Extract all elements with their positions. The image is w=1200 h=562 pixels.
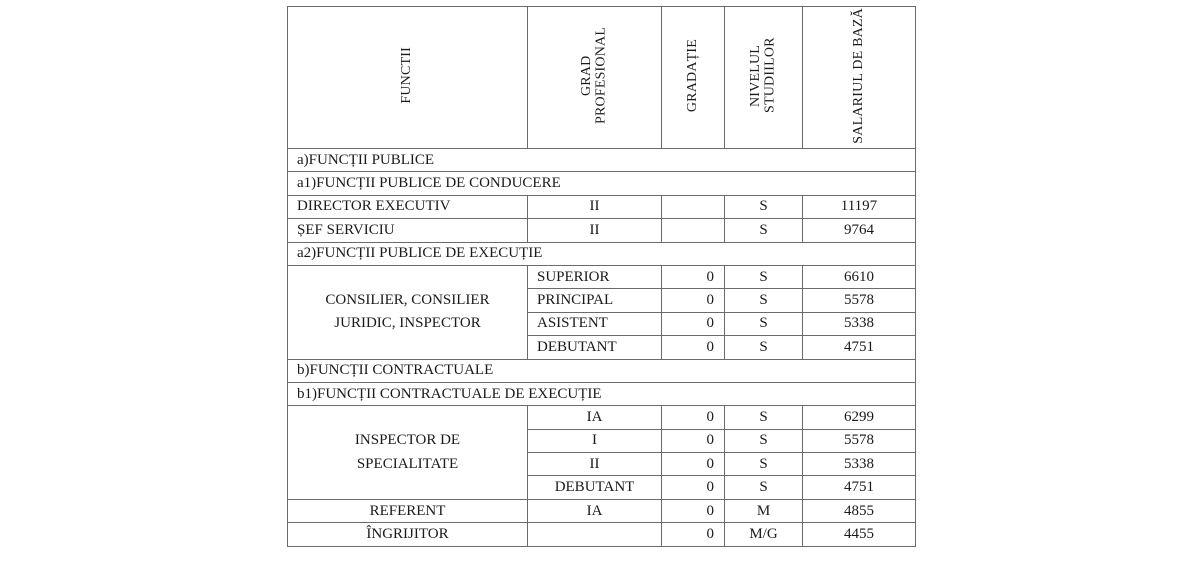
- cell-grad: IA: [528, 499, 662, 522]
- cell-salariu: 4751: [803, 476, 916, 499]
- table-row: [288, 219, 916, 242]
- cell-functie: ÎNGRIJITOR: [288, 523, 528, 546]
- section-row: [288, 149, 916, 172]
- cell-gradatie: 0: [662, 336, 725, 359]
- cell-studii: S: [725, 195, 803, 218]
- cell-grad: DEBUTANT: [528, 336, 662, 359]
- section-row: [288, 242, 916, 265]
- section-title: a2)FUNCȚII PUBLICE DE EXECUȚIE: [288, 242, 916, 265]
- cell-functie: DIRECTOR EXECUTIV: [288, 195, 528, 218]
- section-row: [288, 359, 916, 382]
- cell-salariu: 11197: [803, 195, 916, 218]
- cell-studii: S: [725, 265, 803, 288]
- functie-line: JURIDIC, INSPECTOR: [334, 315, 481, 332]
- cell-grad: I: [528, 429, 662, 452]
- salary-table: [287, 6, 916, 547]
- cell-functie: REFERENT: [288, 499, 528, 522]
- cell-gradatie: 0: [662, 289, 725, 312]
- cell-gradatie: 0: [662, 406, 725, 429]
- cell-salariu: 6299: [803, 406, 916, 429]
- section-title: b1)FUNCȚII CONTRACTUALE DE EXECUȚIE: [288, 382, 916, 405]
- table-row: [288, 523, 916, 546]
- cell-studii: S: [725, 476, 803, 499]
- cell-grad: II: [528, 195, 662, 218]
- functie-line: INSPECTOR DE: [354, 432, 461, 449]
- table-row: [288, 499, 916, 522]
- section-title: a)FUNCȚII PUBLICE: [288, 149, 916, 172]
- cell-studii: S: [725, 336, 803, 359]
- cell-studii: S: [725, 312, 803, 335]
- cell-salariu: 4751: [803, 336, 916, 359]
- cell-studii: M/G: [725, 523, 803, 546]
- cell-gradatie: 0: [662, 523, 725, 546]
- header-nivelul-studiilor: NIVELUL STUDIILOR: [725, 7, 803, 149]
- cell-salariu: 5338: [803, 453, 916, 476]
- cell-gradatie: [662, 195, 725, 218]
- section-row: [288, 382, 916, 405]
- cell-salariu: 5578: [803, 429, 916, 452]
- cell-grad: ASISTENT: [528, 312, 662, 335]
- cell-grad: IA: [528, 406, 662, 429]
- header-gradatie: GRADAȚIE: [662, 7, 725, 149]
- functie-line: CONSILIER, CONSILIER: [325, 291, 490, 308]
- cell-grad: DEBUTANT: [528, 476, 662, 499]
- cell-grad: II: [528, 453, 662, 476]
- section-title: a1)FUNCȚII PUBLICE DE CONDUCERE: [288, 172, 916, 195]
- table-row: [288, 265, 916, 288]
- cell-salariu: 6610: [803, 265, 916, 288]
- functie-line: SPECIALITATE: [356, 455, 459, 472]
- table-row: [288, 195, 916, 218]
- cell-salariu: 4455: [803, 523, 916, 546]
- cell-studii: S: [725, 289, 803, 312]
- cell-grad: SUPERIOR: [528, 265, 662, 288]
- cell-gradatie: 0: [662, 312, 725, 335]
- cell-studii: S: [725, 429, 803, 452]
- cell-studii: S: [725, 406, 803, 429]
- cell-grad: PRINCIPAL: [528, 289, 662, 312]
- section-title: b)FUNCȚII CONTRACTUALE: [288, 359, 916, 382]
- cell-gradatie: 0: [662, 429, 725, 452]
- cell-studii: S: [725, 453, 803, 476]
- section-row: [288, 172, 916, 195]
- cell-studii: M: [725, 499, 803, 522]
- cell-grad: [528, 523, 662, 546]
- header-grad-profesional: GRAD PROFESIONAL: [528, 7, 662, 149]
- cell-functie: ȘEF SERVICIU: [288, 219, 528, 242]
- cell-functie-merged: [288, 265, 528, 359]
- cell-salariu: 4855: [803, 499, 916, 522]
- cell-grad: II: [528, 219, 662, 242]
- header-salariul-de-baza: SALARIUL DE BAZĂ: [803, 7, 916, 149]
- cell-gradatie: [662, 219, 725, 242]
- header-functii: FUNCTII: [288, 7, 528, 149]
- cell-gradatie: 0: [662, 499, 725, 522]
- cell-salariu: 9764: [803, 219, 916, 242]
- cell-salariu: 5338: [803, 312, 916, 335]
- table-row: [288, 406, 916, 429]
- cell-functie-merged: [288, 406, 528, 500]
- header-row: [288, 7, 916, 149]
- cell-gradatie: 0: [662, 265, 725, 288]
- cell-studii: S: [725, 219, 803, 242]
- cell-salariu: 5578: [803, 289, 916, 312]
- cell-gradatie: 0: [662, 453, 725, 476]
- cell-gradatie: 0: [662, 476, 725, 499]
